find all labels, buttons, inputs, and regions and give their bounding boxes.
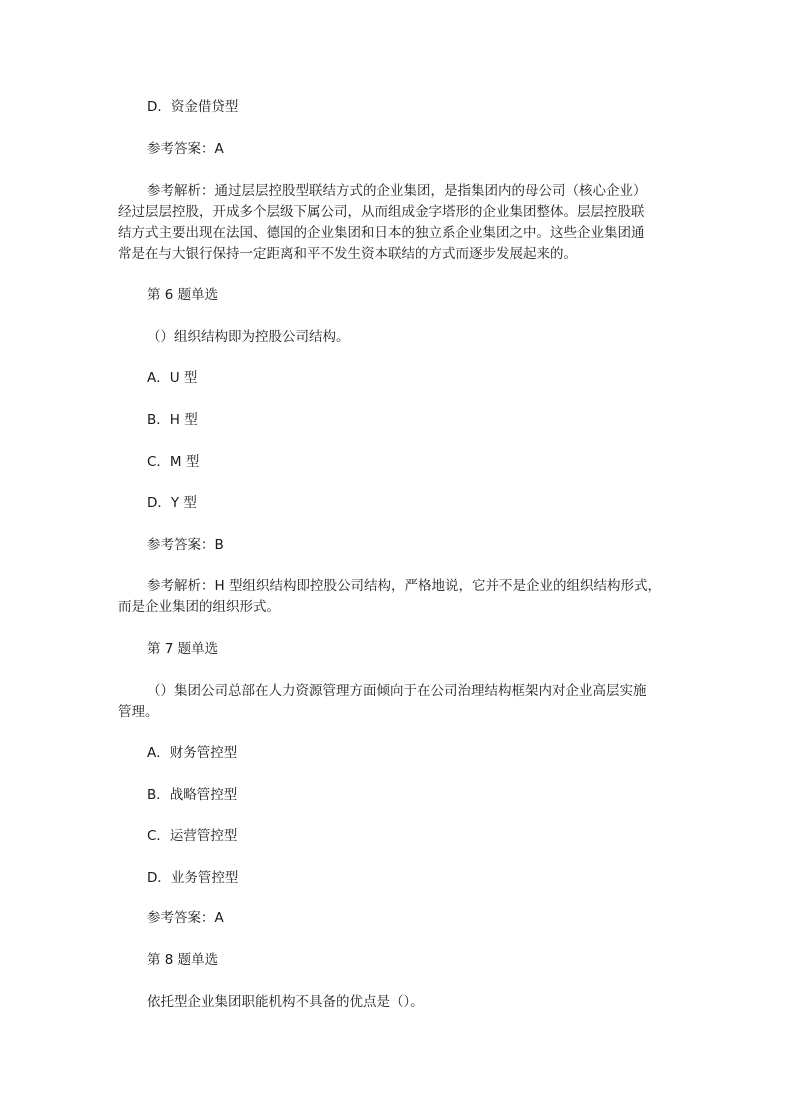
q6-option-d: D．Y 型 bbox=[147, 495, 197, 511]
q6-analysis-line-2: 而是企业集团的组织形式。 bbox=[118, 599, 280, 615]
q7-stem-line-1: （）集团公司总部在人力资源管理方面倾向于在公司治理结构框架内对企业高层实施 bbox=[147, 683, 647, 699]
q6-option-c: C．M 型 bbox=[147, 454, 200, 470]
q7-option-b: B．战略管控型 bbox=[147, 787, 238, 803]
q7-answer: 参考答案：A bbox=[147, 910, 224, 926]
q7-option-c: C．运营管控型 bbox=[147, 828, 238, 844]
q5-analysis-line-2: 经过层层控股，开成多个层级下属公司，从而组成金字塔形的企业集团整体。层层控股联 bbox=[118, 204, 645, 220]
q7-stem-line-2: 管理。 bbox=[118, 704, 159, 720]
q6-title: 第 6 题单选 bbox=[147, 287, 219, 303]
q5-option-d: D．资金借贷型 bbox=[147, 99, 239, 115]
q8-stem: 依托型企业集团职能机构不具备的优点是（）。 bbox=[147, 994, 424, 1010]
q7-option-a: A．财务管控型 bbox=[147, 745, 238, 761]
q6-answer: 参考答案：B bbox=[147, 537, 224, 553]
q5-analysis-line-4: 常是在与大银行保持一定距离和平不发生资本联结的方式而逐步发展起来的。 bbox=[118, 246, 577, 262]
q6-analysis-line-1: 参考解析：H 型组织结构即控股公司结构，严格地说，它并不是企业的组织结构形式， bbox=[147, 578, 661, 594]
q7-option-d: D．业务管控型 bbox=[147, 870, 239, 886]
q5-analysis-line-3: 结方式主要出现在法国、德国的企业集团和日本的独立系企业集团之中。这些企业集团通 bbox=[118, 225, 645, 241]
q6-option-a: A．U 型 bbox=[147, 370, 198, 386]
q5-answer: 参考答案：A bbox=[147, 141, 224, 157]
q7-title: 第 7 题单选 bbox=[147, 641, 219, 657]
q8-title: 第 8 题单选 bbox=[147, 952, 219, 968]
q5-analysis-line-1: 参考解析：通过层层控股型联结方式的企业集团，是指集团内的母公司（核心企业） bbox=[147, 183, 647, 199]
q6-option-b: B．H 型 bbox=[147, 412, 198, 428]
q6-stem: （）组织结构即为控股公司结构。 bbox=[147, 329, 350, 345]
